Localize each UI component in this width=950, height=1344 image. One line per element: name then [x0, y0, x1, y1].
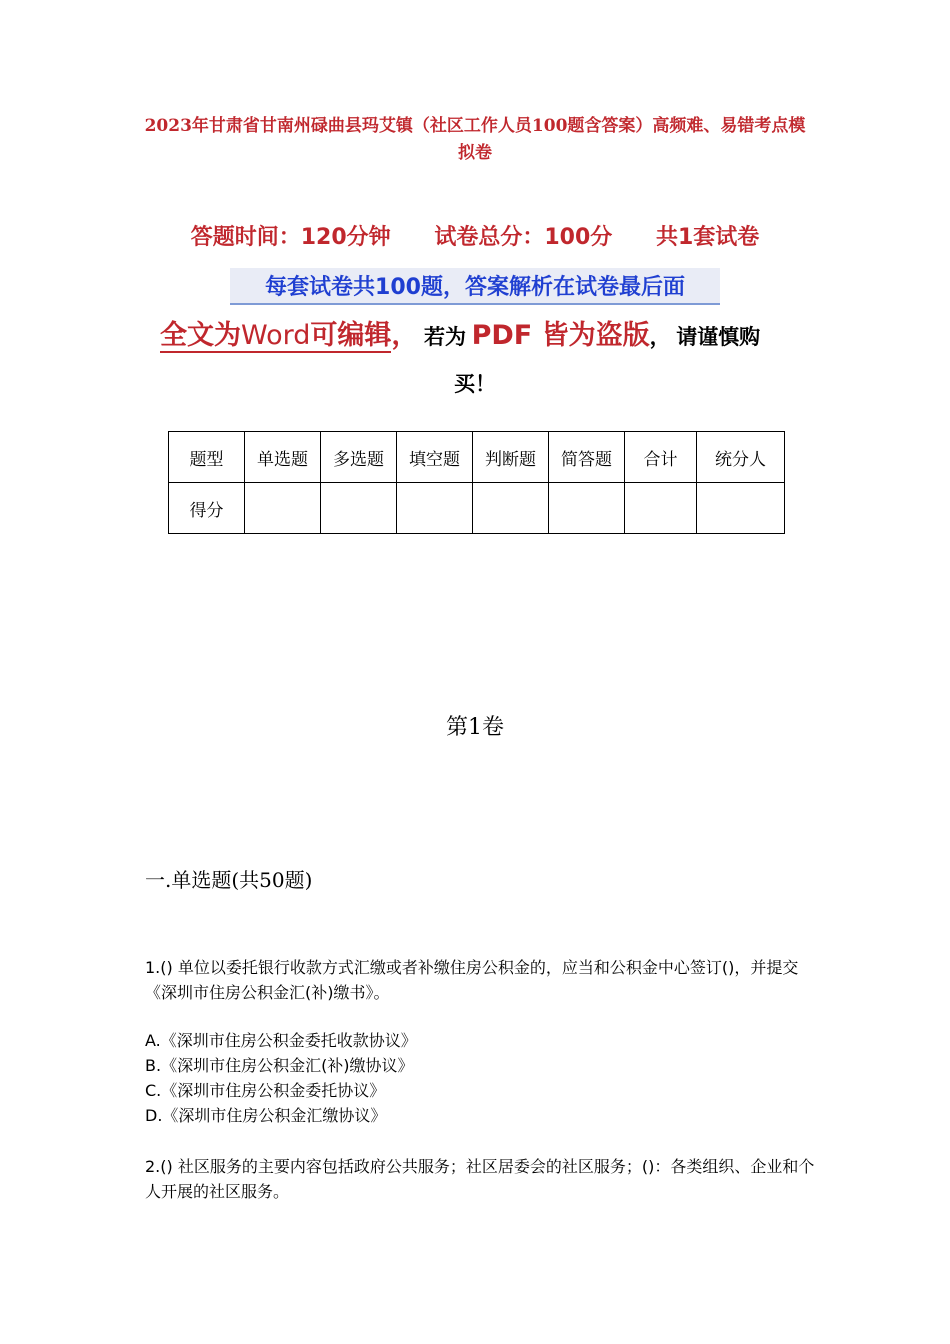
notice-buy: 买！ — [454, 372, 496, 396]
table-row-label: 得分 — [169, 483, 245, 534]
notice-word: Word — [241, 320, 311, 351]
table-header-cell: 多选题 — [321, 432, 397, 483]
score-cell[interactable] — [625, 483, 697, 534]
table-header-cell: 题型 — [169, 432, 245, 483]
table-header-cell: 统分人 — [697, 432, 785, 483]
question-1-options — [145, 1028, 417, 1128]
score-cell[interactable] — [321, 483, 397, 534]
exam-set-count: 共1套试卷 — [655, 225, 760, 250]
section-heading: 一.单选题(共50题) — [145, 868, 313, 892]
notice-word-editable — [160, 320, 391, 353]
table-header-cell: 合计 — [625, 432, 697, 483]
notice-answers: 每套试卷共100题，答案解析在试卷最后面 — [230, 268, 720, 305]
table-header-cell: 填空题 — [397, 432, 473, 483]
notice-part3: 若为 — [423, 325, 466, 349]
option-a: A.《深圳市住房公积金委托收款协议》 — [145, 1031, 417, 1050]
exam-time: 答题时间：120分钟 — [190, 225, 391, 250]
exam-info — [0, 220, 950, 251]
score-cell[interactable] — [697, 483, 785, 534]
document-title: 2023年甘肃省甘南州碌曲县玛艾镇（社区工作人员100题含答案）高频难、易错考点模拟卷 — [144, 116, 806, 163]
volume-heading: 第1卷 — [446, 715, 504, 740]
table-header-cell: 单选题 — [245, 432, 321, 483]
score-cell[interactable] — [549, 483, 625, 534]
table-header-cell: 简答题 — [549, 432, 625, 483]
score-table-header-row — [169, 432, 785, 483]
score-cell[interactable] — [473, 483, 549, 534]
notice-part1: 全文为 — [160, 320, 241, 351]
notice-part5: 请谨慎购 — [676, 325, 761, 349]
option-c: C.《深圳市住房公积金委托协议》 — [145, 1081, 386, 1100]
score-cell[interactable] — [397, 483, 473, 534]
notice-pdf-piracy: PDF 皆为盗版 — [471, 320, 650, 351]
score-table — [168, 431, 785, 534]
exam-total-score: 试卷总分：100分 — [434, 225, 613, 250]
option-b: B.《深圳市住房公积金汇(补)缴协议》 — [145, 1056, 414, 1075]
notice-comma2: ， — [649, 325, 671, 349]
notice-comma1: ， — [391, 320, 419, 351]
notice-editable — [160, 312, 800, 363]
notice-part2: 可编辑 — [310, 320, 392, 351]
question-2: 2.() 社区服务的主要内容包括政府公共服务；社区居委会的社区服务；()：各类组织、企业和个人开展的社区服务。 — [145, 1157, 815, 1201]
option-d: D.《深圳市住房公积金汇缴协议》 — [145, 1106, 387, 1125]
score-table-score-row — [169, 483, 785, 534]
score-cell[interactable] — [245, 483, 321, 534]
table-header-cell: 判断题 — [473, 432, 549, 483]
question-1: 1.() 单位以委托银行收款方式汇缴或者补缴住房公积金的，应当和公积金中心签订()，并提交《深圳市住房公积金汇(补)缴书》。 — [145, 958, 799, 1002]
